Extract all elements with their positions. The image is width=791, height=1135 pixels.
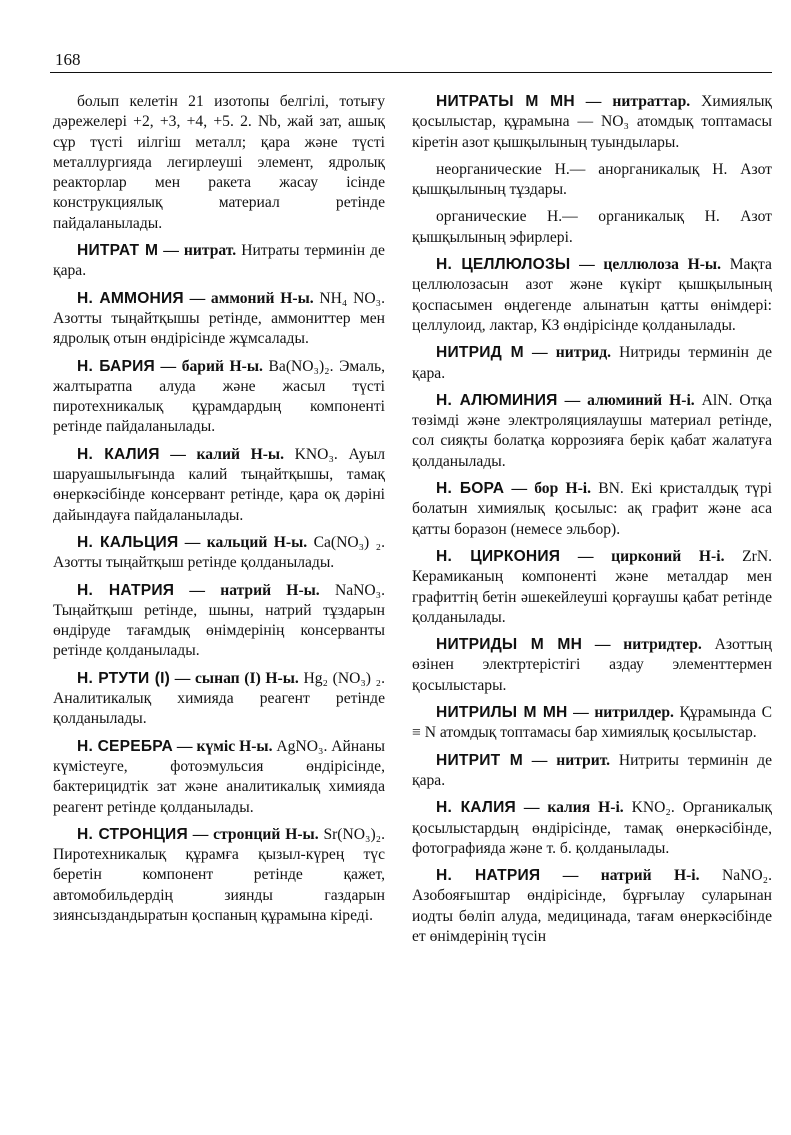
entry-translation: — натрий Н-ы.: [174, 581, 320, 599]
entry-stronciya: [53, 825, 385, 926]
entry-head: Н. НАТРИЯ: [436, 867, 541, 885]
entry-head: НИТРАТЫ М МН: [436, 93, 575, 110]
entry-translation: — алюминий Н-і.: [557, 391, 695, 409]
left-column: [53, 92, 385, 933]
entry-text: KNO₂. Органикалық қосылыстардың өндірісінде, тамақ өнеркәсібінде, фотографияда және т. б. қолданылады.: [412, 799, 772, 857]
entry-text: Құрамында C ≡ N атомдық топтамасы бар химиялық қосылыстар.: [412, 704, 772, 742]
entry-translation: — нитрид.: [523, 344, 612, 362]
entry-head: НИТРАТ М: [77, 242, 159, 260]
entry-translation: — нитрат.: [158, 242, 237, 260]
entry-head: Н. НАТРИЯ: [77, 581, 175, 599]
entry-nitrat: [53, 241, 385, 282]
entry-nitraty: [412, 92, 772, 153]
entry-nitridy: [412, 635, 772, 696]
entry-continuation: [53, 92, 385, 234]
entry-text: Мақта целлюлозасын азот және күкірт қышқылының қоспасымен өңдегенде алынатын қатты өнімдері: целлулоид, лактар, КЗ өндірісінде қолданылады.: [412, 256, 772, 334]
entry-text: Hg₂ (NO₃) ₂. Аналитикалық химияда реагент ретінде қолданылады.: [53, 669, 385, 728]
entry-text: AgNO₃. Айнаны күмістеуге, фотоэмульсия өндірісінде, бактерицидтік зат және аналитикалық химияда реагент ретінде қолданылады.: [53, 737, 385, 816]
entry-translation: — кальций Н-ы.: [178, 533, 308, 551]
entry-translation: — аммоний Н-ы.: [183, 289, 314, 307]
entry-text: NaNO₂. Азобояғыштар өндірісінде, бұрғылау суларынан иодты бөліп алуда, медицинада, тағам өнеркәсібінде ет өнімдерінің түсін: [412, 867, 772, 945]
entry-translation: — нитрилдер.: [567, 704, 674, 722]
entry-text: Ba(NO₃)₂. Эмаль, жалтыратпа алуда және жасыл түсті пиротехникалық құрамдардың компоненті ретінде пайдаланылады.: [53, 357, 386, 436]
entry-text: органические Н.— органикалық Н. Азот қышқылының эфирлері.: [412, 208, 772, 246]
entry-head: Н. БАРИЯ: [77, 357, 155, 375]
entry-text: Нитриды терминін де қара.: [412, 344, 773, 382]
entry-nitrit: [412, 751, 772, 792]
entry-kalciya: [53, 533, 385, 574]
entry-translation: — күміс Н-ы.: [172, 737, 273, 755]
entry-natriya-nitrit: [412, 866, 772, 947]
entry-rtuti: [53, 669, 385, 730]
entry-head: Н. СЕРЕБРА: [77, 737, 173, 755]
entry-head: Н. АММОНИЯ: [77, 289, 184, 307]
entry-translation: — калия Н-і.: [515, 799, 624, 817]
entry-text: неорганические Н.— анорганикалық Н. Азот қышқылының тұздары.: [412, 160, 772, 199]
entry-head: Н. КАЛИЯ: [436, 799, 516, 817]
entry-translation: — нитридтер.: [582, 636, 702, 654]
entry-head: Н. ЦИРКОНИЯ: [436, 547, 561, 565]
entry-text: BN. Екі кристалдық түрі болатын химиялық қосылыс: ақ графит және аса қатты боразон (немесе эльбор).: [412, 480, 772, 538]
entry-nitrily: [412, 703, 772, 744]
entry-text: болып келетін 21 изотопы белгілі, тотығу дәрежелері +2, +3, +4, +5. 2. Nb, жай зат, ашық сұр түсті иілгіш металл; қара және түсті металлургияда легирлеуші элемент, ядролық реакторлар мен ракета жасау ісінде конструкциялық материал ретінде пайдаланылады.: [53, 93, 385, 232]
entry-text: Азоттың өзінен электртерістігі аздау элементтермен қосылыстары.: [412, 636, 772, 694]
entry-nitrid: [412, 343, 772, 384]
entry-translation: — калий Н-ы.: [159, 445, 284, 463]
entry-text: ZrN. Керамиканың компоненті және металдар мен графиттің бетін әшекейлеуші қорғаушы қабат ретінде қолданылады.: [412, 547, 772, 626]
entry-translation: — барий Н-ы.: [154, 357, 263, 375]
entry-text: Химиялық қосылыстар, құрамына — NO₃ атомдық топтамасы кіретін азот қышқылының туындылары.: [412, 93, 772, 151]
entry-head: НИТРИД М: [436, 344, 524, 362]
entry-translation: — стронций Н-ы.: [187, 825, 319, 843]
entry-head: Н. КАЛИЯ: [77, 445, 160, 463]
entry-translation: — нитрит.: [522, 751, 611, 769]
entry-translation: — сынап (I) Н-ы.: [170, 669, 299, 687]
entry-text: NaNO₃. Тыңайтқыш ретінде, шыны, натрий тұздарын өндіруде тағамдық өнімдерінің консерванты ретінде қолданылады.: [53, 581, 385, 660]
entry-bora: [412, 479, 772, 540]
entry-serebra: [53, 737, 385, 818]
entry-head: Н. АЛЮМИНИЯ: [436, 391, 558, 409]
entry-ammonia: [53, 289, 385, 350]
entry-head: НИТРИЛЫ М МН: [436, 704, 568, 722]
right-column: [412, 92, 772, 954]
entry-head: Н. РТУТИ (I): [77, 669, 171, 687]
entry-natriya: [53, 581, 385, 662]
entry-kaliya-nitrit: [412, 798, 772, 859]
entry-translation: — целлюлоза Н-ы.: [570, 256, 721, 274]
entry-text: Нитраты терминін де қара.: [53, 242, 385, 280]
entry-bariya: [53, 357, 385, 438]
entry-head: Н. БОРА: [436, 480, 505, 498]
entry-cellyulozy: [412, 255, 772, 336]
entry-head: НИТРИТ М: [436, 751, 523, 769]
entry-head: Н. КАЛЬЦИЯ: [77, 533, 179, 551]
entry-text: NH₄ NO₃. Азотты тыңайтқышы ретінде, аммониттер мен ядролық отын өндірісінде жұмсалады.: [53, 289, 385, 348]
entry-neorganicheskie: [412, 160, 772, 201]
entry-translation: — нитраттар.: [574, 93, 691, 110]
entry-kaliya: [53, 445, 385, 526]
entry-translation: — бор Н-і.: [504, 480, 592, 498]
entry-text: KNO₃. Ауыл шаруашылығында калий тыңайтқышы, тамақ өнеркәсібінде консервант ретінде, қара оқ дәріні дайындауға пайдаланылады.: [53, 445, 385, 524]
page-number: 168: [55, 50, 81, 69]
entry-translation: — натрий Н-і.: [540, 867, 700, 885]
entry-head: НИТРИДЫ М МН: [436, 636, 583, 654]
entry-text: Нитриты терминін де қара.: [412, 751, 772, 789]
entry-text: AlN. Отқа төзімді және электроляциялаушы материал ретінде, сол сияқты болатқа коррозияға берік қабат жалатуға қолданылады.: [412, 391, 772, 470]
header-rule: [50, 72, 772, 73]
entry-head: Н. ЦЕЛЛЮЛОЗЫ: [436, 256, 571, 274]
entry-alyuminiya: [412, 391, 772, 472]
entry-text: Ca(NO₃) ₂. Азотты тыңайтқыш ретінде қолданылады.: [53, 533, 385, 572]
entry-translation: — цирконий Н-і.: [560, 547, 725, 565]
entry-text: Sr(NO₃)₂. Пиротехникалық құрамға қызыл-күрең түс беретін компонент ретінде қажет, автомобильдердің зиянды газдарын зиянсыздандыратын қоспаның құрамына кіреді.: [53, 825, 385, 924]
entry-cirkoniya: [412, 547, 772, 628]
entry-head: Н. СТРОНЦИЯ: [77, 825, 188, 843]
entry-organicheskie: [412, 207, 772, 248]
